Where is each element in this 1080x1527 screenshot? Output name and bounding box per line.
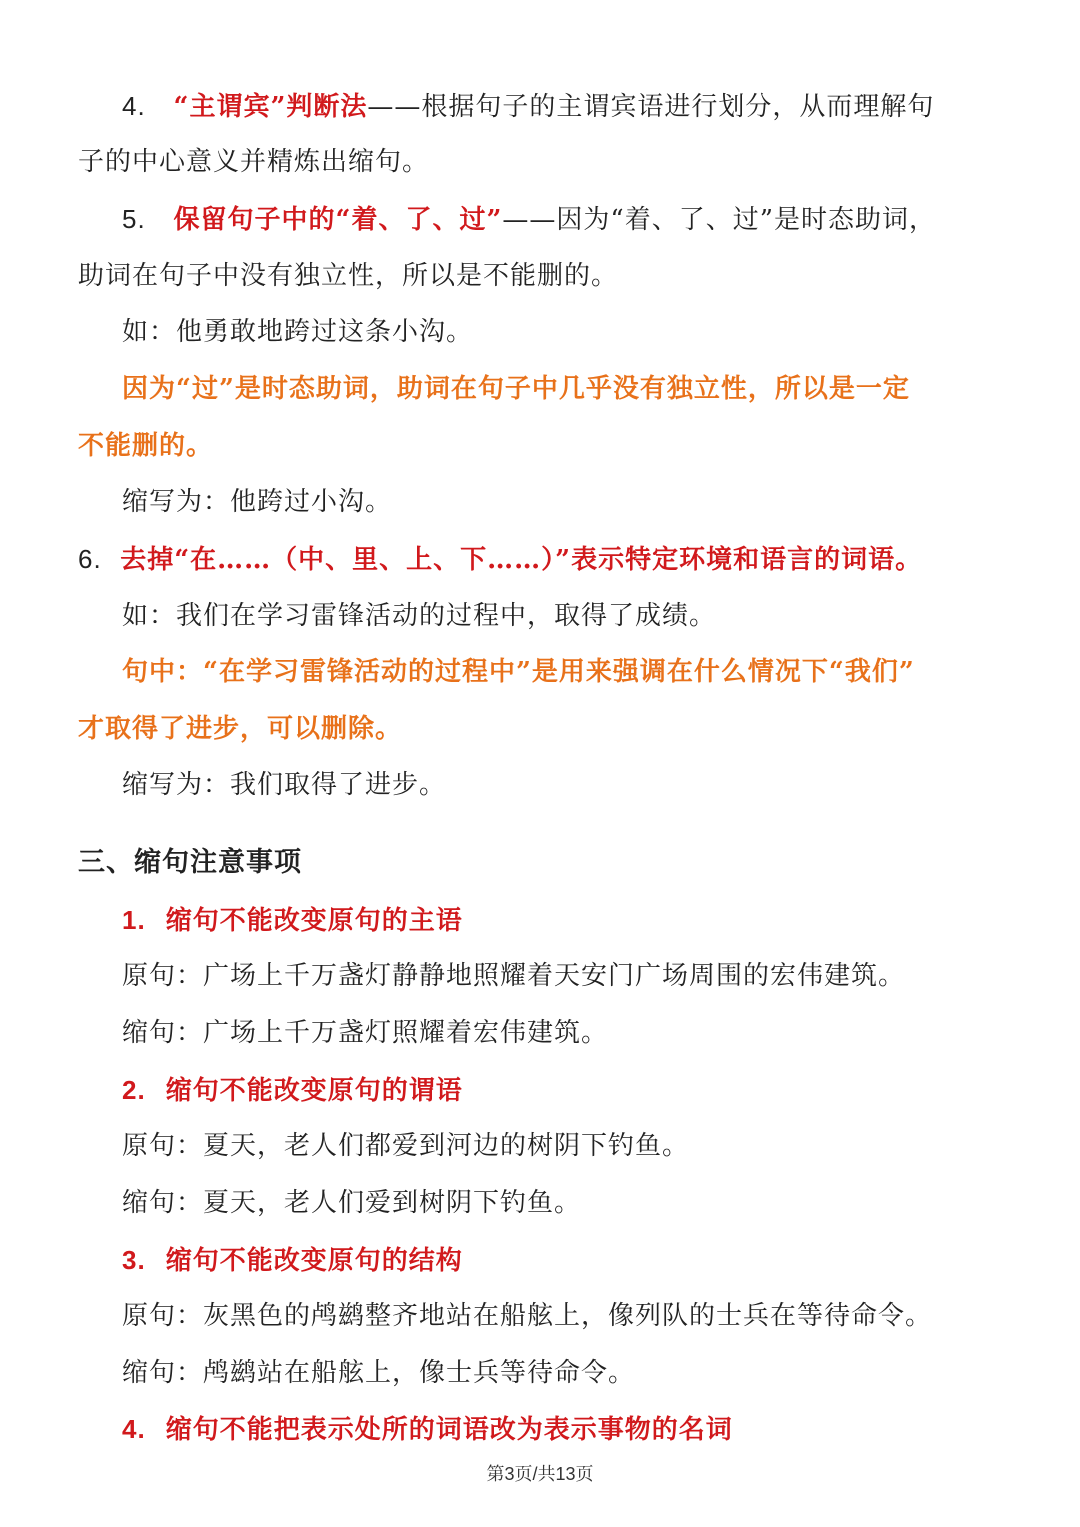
item5-text-line2: 助词在句子中没有独立性，所以是不能删的。 [78, 261, 619, 291]
rule4-title: 缩句不能把表示处所的词语改为表示事物的名词 [165, 1415, 733, 1445]
rule3-shortened: 缩句：鸬鹚站在船舷上，像士兵等待命令。 [122, 1358, 636, 1388]
item5-text-line1: ——因为“着、了、过”是时态助词， [502, 205, 936, 235]
item6-line1 [78, 539, 1008, 580]
rule1-title: 缩句不能改变原句的主语 [165, 906, 463, 936]
rule3-original: 原句：灰黑色的鸬鹚整齐地站在船舷上，像列队的士兵在等待命令。 [122, 1301, 933, 1331]
item5-number: 5. [122, 204, 146, 234]
item4-line1 [122, 86, 1052, 127]
item5-example: 如：他勇敢地跨过这条小沟。 [122, 317, 474, 347]
page-number-footer: 第3页/共13页 [486, 1464, 594, 1484]
item5-note-line2: 不能删的。 [78, 431, 214, 461]
rule1-title-line [122, 900, 1052, 941]
item4-text-line2: 子的中心意义并精炼出缩句。 [78, 147, 430, 177]
rule1-original: 原句：广场上千万盏灯静静地照耀着天安门广场周围的宏伟建筑。 [122, 961, 906, 991]
rule2-title-line [122, 1070, 1052, 1111]
item6-note-line1: 句中：“在学习雷锋活动的过程中”是用来强调在什么情况下“我们” [122, 657, 915, 687]
rule3-number: 3. [122, 1245, 146, 1275]
rule2-title: 缩句不能改变原句的谓语 [165, 1076, 463, 1106]
item6-title: 去掉“在……（中、里、上、下……）”表示特定环境和语言的词语。 [120, 545, 923, 575]
item6-number: 6. [78, 544, 102, 574]
item4-number: 4. [122, 91, 146, 121]
item5-note-line1: 因为“过”是时态助词，助词在句子中几乎没有独立性，所以是一定 [122, 374, 910, 404]
rule1-number: 1. [122, 905, 146, 935]
rule2-number: 2. [122, 1075, 146, 1105]
section3-heading: 三、缩句注意事项 [78, 847, 302, 878]
rule4-title-line [122, 1409, 1052, 1450]
item6-example: 如：我们在学习雷锋活动的过程中，取得了成绩。 [122, 601, 717, 631]
item5-title: 保留句子中的“着、了、过” [173, 205, 503, 235]
item6-note-line2: 才取得了进步，可以删除。 [78, 714, 403, 744]
rule3-title: 缩句不能改变原句的结构 [165, 1246, 463, 1276]
rule2-shortened: 缩句：夏天，老人们爱到树阴下钓鱼。 [122, 1188, 582, 1218]
rule4-number: 4. [122, 1414, 146, 1444]
item6-result: 缩写为：我们取得了进步。 [122, 770, 447, 800]
rule3-title-line [122, 1240, 1052, 1281]
item5-line1 [122, 199, 1052, 240]
rule2-original: 原句：夏天，老人们都爱到河边的树阴下钓鱼。 [122, 1131, 690, 1161]
item5-result: 缩写为：他跨过小沟。 [122, 487, 393, 517]
rule1-shortened: 缩句：广场上千万盏灯照耀着宏伟建筑。 [122, 1018, 609, 1048]
item4-title: “主谓宾”判断法 [173, 92, 368, 122]
item4-text-line1: ——根据句子的主谓宾语进行划分，从而理解句 [367, 92, 935, 122]
